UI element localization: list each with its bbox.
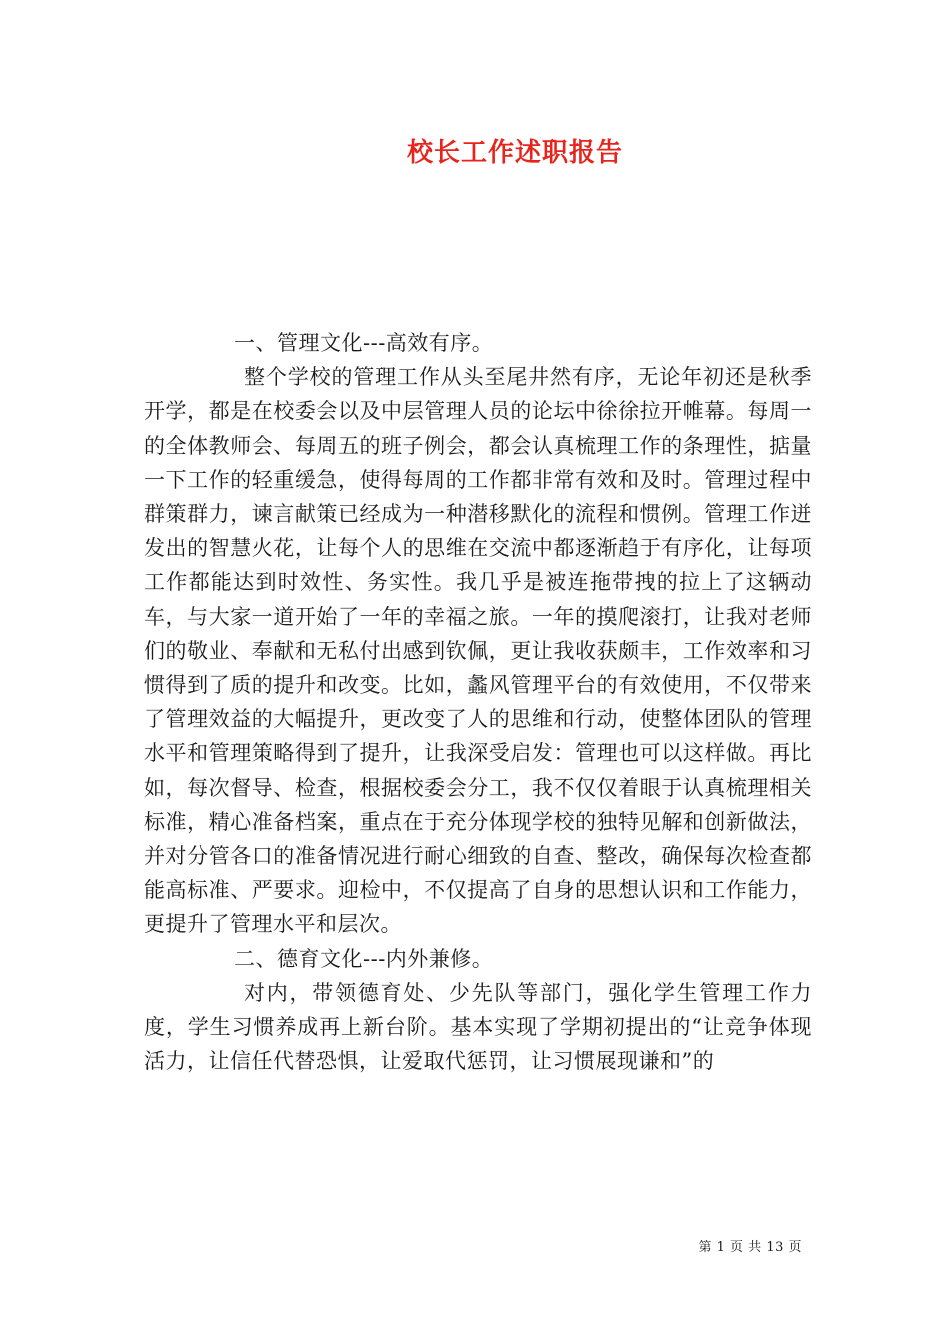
document-body	[144, 326, 812, 1078]
section-paragraph-moral-education: 对内，带领德育处、少先队等部门，强化学生管理工作力度，学生习惯养成再上新台阶。基本实现了学期初提出的“让竞争体现活力，让信任代替恐惧，让爱取代惩罚，让习惯展现谦和”的	[144, 980, 812, 1074]
document-title: 校长工作述职报告	[406, 138, 623, 168]
page-number-footer: 第 1 页 共 13 页	[698, 1240, 802, 1255]
section-heading-moral-education: 二、德育文化---内外兼修。	[234, 946, 494, 971]
section-paragraph-management: 整个学校的管理工作从头至尾井然有序，无论年初还是秋季开学，都是在校委会以及中层管理人员的论坛中徐徐拉开帷幕。每周一的全体教师会、每周五的班子例会，都会认真梳理工作的条理性，掂量一下工作的轻重缓急，使得每周的工作都非常有效和及时。管理过程中群策群力，谏言献策已经成为一种潜移默化的流程和惯例。管理工作迸发出的智慧火花，让每个人的思维在交流中都逐渐趋于有序化，让每项工作都能达到时效性、务实性。我几乎是被连拖带拽的拉上了这辆动车，与大家一道开始了一年的幸福之旅。一年的摸爬滚打，让我对老师们的敬业、奉献和无私付出感到钦佩，更让我收获颇丰，工作效率和习惯得到了质的提升和改变。比如，蠡风管理平台的有效使用，不仅带来了管理效益的大幅提升，更改变了人的思维和行动，使整体团队的管理水平和管理策略得到了提升，让我深受启发：管理也可以这样做。再比如，每次督导、检查，根据校委会分工，我不仅仅着眼于认真梳理相关标准，精心准备档案，重点在于充分体现学校的独特见解和创新做法，并对分管各口的准备情况进行耐心细致的自查、整改，确保每次检查都能高标准、严要求。迎检中，不仅提高了自身的思想认识和工作能力，更提升了管理水平和层次。	[144, 365, 812, 937]
section-heading-management: 一、管理文化---高效有序。	[234, 331, 494, 355]
